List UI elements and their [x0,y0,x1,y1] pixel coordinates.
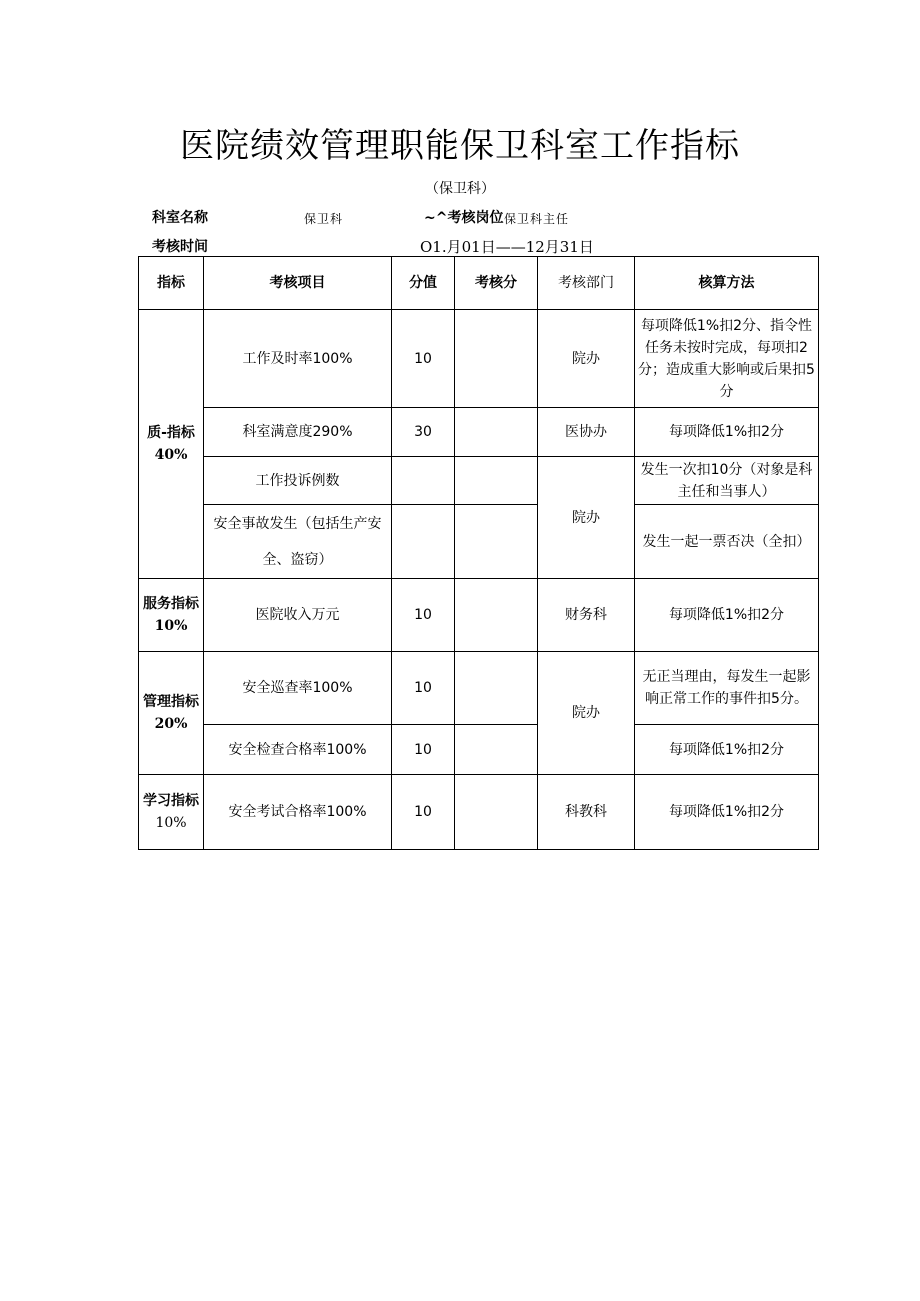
score-cell: 10 [392,652,455,725]
table-row [139,652,819,725]
category-management [139,652,204,775]
method-cell: 每项降低1%扣2分 [635,408,819,457]
assessed-score-cell [455,652,538,725]
category-learning-name: 学习指标 [143,793,199,809]
dept-name-value: 保卫科 [304,212,344,226]
item-cell: 安全事故发生（包括生产安全、盗窃） [204,505,392,579]
period-value: O1.月01日——12月31日 [420,238,594,256]
header-method: 核算方法 [635,257,819,310]
score-cell [392,505,455,579]
period-label: 考核时间 [152,239,208,255]
table-row [139,725,819,775]
table-row [139,408,819,457]
assessed-score-cell [455,457,538,505]
assessed-score-cell [455,725,538,775]
assessed-score-cell [455,505,538,579]
category-learning-pct: 10% [155,815,187,831]
score-cell: 30 [392,408,455,457]
method-cell: 每项降低1%扣2分 [635,725,819,775]
dept-name-label: 科室名称 [152,210,208,226]
score-cell: 10 [392,579,455,652]
item-cell: 安全检查合格率100% [204,725,392,775]
document-title: 医院绩效管理职能保卫科室工作指标 [180,126,740,166]
score-cell: 10 [392,775,455,850]
position-value: 保卫科主任 [504,212,570,226]
dept-cell: 财务科 [538,579,635,652]
method-cell: 每项降低1%扣2分 [635,579,819,652]
assessed-score-cell [455,310,538,408]
table-row [139,775,819,850]
score-cell: 10 [392,725,455,775]
method-cell: 发生一次扣10分（对象是科主任和当事人） [635,457,819,505]
item-cell: 工作及时率100% [204,310,392,408]
table-row [139,505,819,579]
item-cell: 安全巡查率100% [204,652,392,725]
dept-cell: 院办 [538,457,635,579]
assessed-score-cell [455,408,538,457]
item-cell: 医院收入万元 [204,579,392,652]
table-row [139,457,819,505]
dept-cell: 院办 [538,310,635,408]
category-learning [139,775,204,850]
position-label: ~^考核岗位 [424,210,504,226]
category-service [139,579,204,652]
category-quality-pct: 40% [154,447,188,463]
category-service-name: 服务指标 [143,596,199,612]
header-item: 考核项目 [204,257,392,310]
table-row [139,310,819,408]
category-quality [139,310,204,579]
indicator-table [138,256,819,850]
method-cell: 无正当理由，每发生一起影响正常工作的事件扣5分。 [635,652,819,725]
category-quality-name: 质-指标 [147,425,195,441]
header-indicator: 指标 [139,257,204,310]
score-cell [392,457,455,505]
item-cell: 安全考试合格率100% [204,775,392,850]
item-cell: 科室满意度290% [204,408,392,457]
dept-cell: 医协办 [538,408,635,457]
table-row [139,579,819,652]
method-cell: 每项降低1%扣2分 [635,775,819,850]
header-score: 分值 [392,257,455,310]
header-dept: 考核部门 [538,257,635,310]
document-subtitle: （保卫科） [425,181,495,197]
category-management-name: 管理指标 [143,694,199,710]
dept-cell: 科教科 [538,775,635,850]
table-header-row [139,257,819,310]
method-cell: 发生一起一票否决（全扣） [635,505,819,579]
assessed-score-cell [455,775,538,850]
category-service-pct: 10% [154,618,188,634]
dept-cell: 院办 [538,652,635,775]
assessed-score-cell [455,579,538,652]
score-cell: 10 [392,310,455,408]
category-management-pct: 20% [154,716,188,732]
method-cell: 每项降低1%扣2分、指令性任务未按时完成，每项扣2分；造成重大影响或后果扣5分 [635,310,819,408]
item-cell: 工作投诉例数 [204,457,392,505]
header-assessed: 考核分 [455,257,538,310]
